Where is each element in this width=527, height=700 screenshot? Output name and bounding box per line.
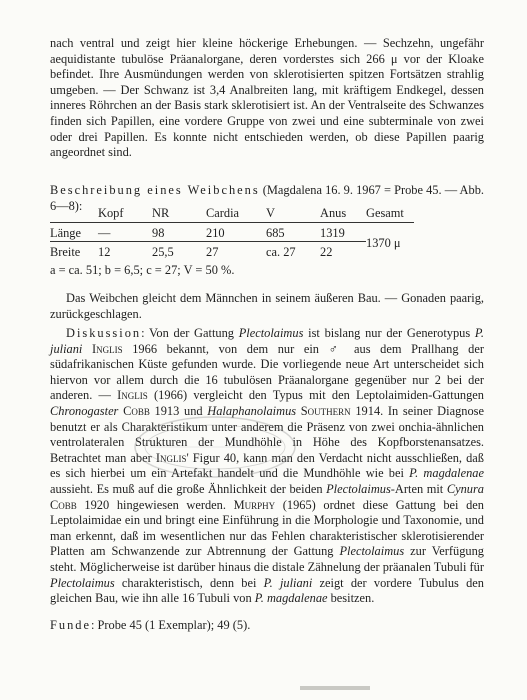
table-row (50, 223, 414, 242)
table-cell: 22 (320, 242, 366, 261)
header-cell: Cardia (206, 206, 240, 220)
header-cell (50, 205, 98, 223)
author-name: Cobb (123, 403, 150, 418)
species-name: P. magdalenae (409, 466, 484, 481)
findings-label: Funde (50, 618, 91, 632)
total-length: 1370 μ (366, 223, 414, 261)
species-name: P. juliani (50, 326, 484, 356)
table-cell: — (98, 223, 152, 242)
genus-name: Plectolaimus (238, 326, 304, 340)
table-cell: 98 (152, 223, 206, 242)
section-title: Beschreibung eines Weibchens (50, 183, 260, 197)
genus-name: Plectolaimus (326, 481, 391, 496)
table-cell: 210 (206, 223, 266, 242)
author-name: Southern (300, 403, 351, 418)
table-cell: ca. 27 (266, 242, 320, 261)
species-name: P. magdalenae (254, 591, 328, 606)
scan-artifact (300, 686, 370, 690)
genus-name: Cynura (446, 481, 484, 496)
sample-reference: (Magdalena 16. 9. 1967 = Probe 45. — Abb. 6—8): (50, 183, 484, 213)
author-name: Cobb (50, 497, 77, 512)
discussion-paragraph: Diskussion: Von der Gattung Plectolaimus ist bislang nur der Generotypus P. juliani Inglis 1966 bekannt, von dem nur ein ♂ aus dem Prallhang der südafrikanischen Küste gefunden wurde. Die vorliegende neue Art unterscheidet sich hiervon vor allem durch die 16 tubulösen Präanalorgane gegenüber nur 2 bei der anderen. — Inglis (1966) vergleicht den Typus mit den Leptolaimiden-Gattungen Chronogaster Cobb 1913 und Halaphanolaimus Southern 1914. In seiner Diagnose benutzt er als Charakteristikum unter anderem die Präsenz von zwei onchia-ähnlichen ventrolateralen Strukturen der Mundhöhle in Höhe des Kopfborstenansatzes. Betrachtet man aber Inglis' Figur 40, kann man den Verdacht nicht ausschließen, daß es sich hierbei um ein Artefakt handelt und die Mundhöhle wie bei P. magdalenae aussieht. Es muß auf die große Ähnlichkeit der beiden Plectolaimus-Arten mit Cynura Cobb 1920 hingewiesen werden. Murphy (1965) ordnet diese Gattung bei den Leptolaimidae ein und bringt eine Einführung in die Morphologie und Taxonomie, und man erkennt, daß im wesentlichen nur das Fehlen charakteristischer sklerotisierender Platten am Schwanzende zur Abtrennung der Gattung Plectolaimus zur Verfügung steht. Möglicherweise ist darüber hinaus die distale Zähnelung der präanalen Tubuli für Plectolaimus charakteristisch, denn bei P. juliani zeigt der vordere Tubulus den gleichen Bau, wie ihn alle 16 Tubuli von P. magdalenae besitzen. (50, 326, 485, 606)
genus-name: Halaphanolaimus (207, 403, 297, 418)
header-cell: Kopf (98, 206, 124, 220)
author-name: Inglis (117, 388, 148, 403)
findings-line: Funde: Probe 45 (1 Exemplar); 49 (5). (50, 618, 251, 632)
discussion-label: Diskussion (66, 326, 142, 340)
measurement-table (50, 205, 414, 260)
header-cell: V (266, 206, 275, 220)
author-name: Murphy (233, 497, 276, 512)
female-summary-paragraph: Das Weibchen gleicht dem Männchen in seinem äußeren Bau. — Gonaden paarig, zurückgeschlagen. (50, 291, 484, 321)
header-cell: Gesamt (366, 206, 404, 220)
table-row (50, 242, 414, 261)
row-label: Breite (50, 242, 98, 261)
description-paragraph: nach ventral und zeigt hier kleine höckerige Erhebungen. — Sechzehn, ungefähr aequidistante tubulöse Präanalorgane, deren vorderstes sich 266 μ vor der Kloake befindet. Ihre Ausmündungen werden von sklerotisierten spitzen Fortsätzen strahlig umgeben. — Der Schwanz ist 3,4 Analbreiten lang, mit kräftigem Endkegel, dessen inneres Röhrchen an der Basis stark sklerotisiert ist. An der Ventralseite des Schwanzes finden sich Papillen, eine vordere Gruppe von zwei und eine subterminale von zwei oder drei Papillen. Es konnte nicht entschieden werden, ob diese Papillen paarig angeordnet sind. (50, 36, 484, 160)
table-cell: 27 (206, 242, 266, 261)
body-ratios: a = ca. 51; b = 6,5; c = 27; V = 50 %. (50, 263, 235, 277)
table-cell: 1319 (320, 223, 366, 242)
table-cell: 12 (98, 242, 152, 261)
genus-name: Plectolaimus (50, 575, 115, 590)
author-name: Inglis' (155, 450, 189, 465)
header-cell: NR (152, 206, 170, 220)
table-cell: 685 (266, 223, 320, 242)
species-name: P. juliani (263, 575, 313, 590)
header-cell: Anus (320, 206, 347, 220)
author-name: Inglis (91, 341, 123, 356)
genus-name: Chronogaster (50, 403, 119, 418)
table-cell: 25,5 (152, 242, 206, 261)
row-label: Länge (50, 223, 98, 242)
genus-name: Plectolaimus (339, 544, 405, 559)
